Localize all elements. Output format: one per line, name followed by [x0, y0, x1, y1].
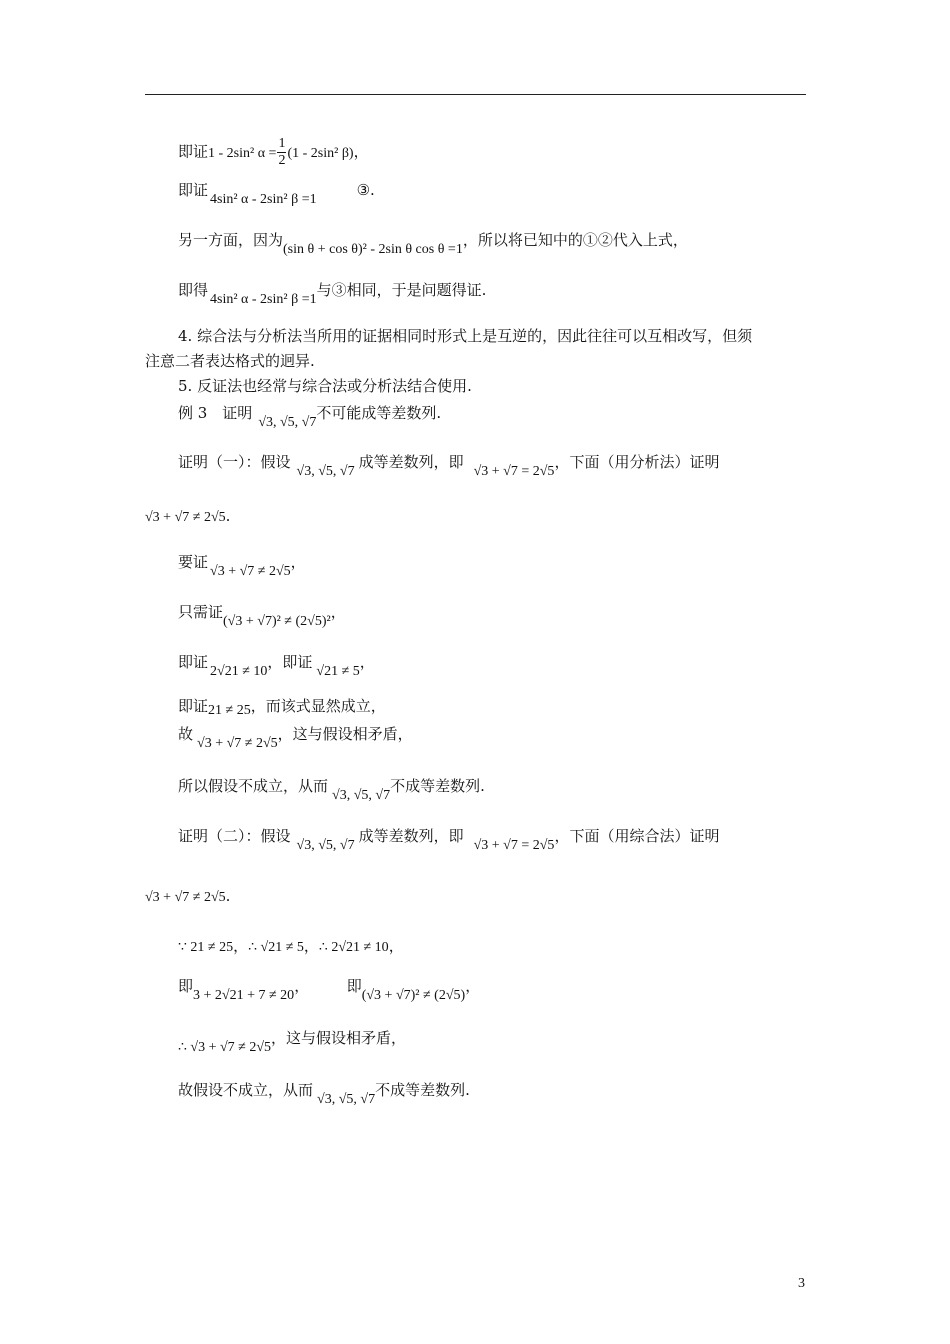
- text: 故假设不成立，从而: [178, 1081, 314, 1099]
- text: 不可能成等差数列.: [316, 404, 442, 422]
- text: 成等差数列，即: [358, 453, 464, 471]
- text: 要证: [178, 553, 209, 571]
- text: 与③相同，于是问题得证.: [316, 281, 487, 299]
- text: 证明（一）：假设: [178, 453, 291, 471]
- proof-one-intro: [178, 452, 720, 479]
- math-expression: √3 + √7 = 2√5: [473, 464, 555, 479]
- text: 即得: [178, 281, 209, 299]
- text: 即证: [178, 653, 209, 671]
- math-expression: 3 + 2√21 + 7 ≠ 20: [193, 988, 295, 1003]
- fraction-numerator: 1: [278, 136, 286, 151]
- page-number: 3: [798, 1276, 805, 1291]
- math-expression: √3, √5, √7: [296, 838, 355, 853]
- text: ，下面（用分析法）证明: [554, 453, 720, 471]
- fraction-denominator: 2: [278, 153, 286, 168]
- proof-step-line: [178, 776, 485, 803]
- text: ③.: [356, 181, 375, 199]
- proof-step-line: [178, 552, 306, 579]
- header-rule: [145, 94, 806, 95]
- math-expression: ∴ √3 + √7 ≠ 2√5: [178, 1040, 272, 1055]
- proof-step-line: [178, 724, 413, 751]
- text: 不成等差数列.: [375, 1081, 470, 1099]
- example-3: [178, 403, 442, 430]
- text: 即: [178, 977, 194, 995]
- math-expression: (1 - 2sin² β): [287, 145, 354, 161]
- proof-one-goal: [145, 506, 230, 528]
- proof-step-line: [178, 696, 386, 718]
- proof-step-line: [178, 652, 375, 679]
- proof-two-intro: [178, 826, 720, 853]
- math-expression: √3 + √7 = 2√5: [473, 838, 555, 853]
- text: ，下面（用综合法）证明: [554, 827, 720, 845]
- proof-step-line: [178, 230, 688, 257]
- math-expression: (√3 + √7)² ≠ (2√5): [361, 988, 466, 1003]
- math-expression: √3 + √7 ≠ 2√5: [210, 564, 291, 579]
- text: ，: [233, 937, 249, 955]
- proof-step-line: [178, 180, 375, 207]
- math-expression: ∵ 21 ≠ 25: [178, 940, 234, 955]
- text: ，: [330, 603, 346, 621]
- text: ，: [353, 142, 369, 161]
- proof-two-goal: [145, 886, 230, 908]
- math-expression: 4sin² α - 2sin² β =1: [210, 292, 317, 307]
- paragraph-5: 5. 反证法也经常与综合法或分析法结合使用.: [178, 377, 472, 395]
- text: .: [225, 507, 231, 525]
- math-expression: √3 + √7 ≠ 2√5: [145, 510, 226, 525]
- text: .: [225, 887, 231, 905]
- proof-step-line: [178, 976, 481, 1003]
- text: 成等差数列，即: [358, 827, 464, 845]
- text: ，而该式显然成立，: [250, 697, 386, 715]
- text: 故: [178, 725, 194, 743]
- text: 证明（二）：假设: [178, 827, 291, 845]
- math-expression: 1 - 2sin² α =: [208, 145, 277, 161]
- text: ，: [290, 553, 306, 571]
- text: ，: [359, 653, 375, 671]
- text: ，: [303, 937, 319, 955]
- text: ，这与假设相矛盾，: [277, 725, 413, 743]
- fraction: [277, 136, 286, 169]
- math-expression: 2√21 ≠ 10: [210, 664, 268, 679]
- text: 不成等差数列.: [390, 777, 485, 795]
- math-expression: √3 + √7 ≠ 2√5: [145, 890, 226, 905]
- text: ， 即: [294, 977, 362, 995]
- math-expression: √3, √5, √7: [258, 415, 317, 430]
- paragraph-4-line1: 4. 综合法与分析法当所用的证据相同时形式上是互逆的，因此往往可以互相改写，但须: [178, 327, 753, 345]
- text: 即证: [178, 181, 209, 199]
- text: 另一方面，因为: [178, 231, 284, 249]
- proof-step-line: [178, 1080, 470, 1107]
- proof-step-line: [178, 136, 369, 169]
- paragraph-4-line2: 注意二者表达格式的迥异.: [145, 352, 315, 370]
- math-expression: √21 ≠ 5: [316, 664, 360, 679]
- math-expression: ∴ 2√21 ≠ 10: [318, 940, 389, 955]
- proof-step-line: [178, 1028, 407, 1055]
- text: ，所以将已知中的①②代入上式，: [462, 231, 688, 249]
- text: 例 3 证明: [178, 404, 253, 422]
- math-expression: (√3 + √7)² ≠ (2√5)²: [223, 614, 331, 629]
- math-expression: √3 + √7 ≠ 2√5: [197, 736, 278, 751]
- text: ，这与假设相矛盾，: [271, 1029, 407, 1047]
- proof-step-line: [178, 602, 346, 629]
- text: 只需证: [178, 603, 224, 621]
- math-expression: (sin θ + cos θ)² - 2sin θ cos θ =1: [283, 242, 463, 257]
- math-expression: √3, √5, √7: [296, 464, 355, 479]
- math-expression: ∴ √21 ≠ 5: [248, 940, 304, 955]
- proof-step-line: [178, 280, 487, 307]
- text: ，: [465, 977, 481, 995]
- math-expression: 21 ≠ 25: [208, 703, 251, 718]
- proof-step-line: [178, 936, 404, 958]
- math-expression: 4sin² α - 2sin² β =1: [210, 192, 317, 207]
- math-expression: √3, √5, √7: [332, 788, 391, 803]
- text: 即证: [178, 142, 209, 161]
- text: ，即证: [267, 653, 313, 671]
- text: 所以假设不成立，从而: [178, 777, 329, 795]
- text: ，: [388, 937, 404, 955]
- text: 即证: [178, 697, 209, 715]
- math-expression: √3, √5, √7: [317, 1092, 376, 1107]
